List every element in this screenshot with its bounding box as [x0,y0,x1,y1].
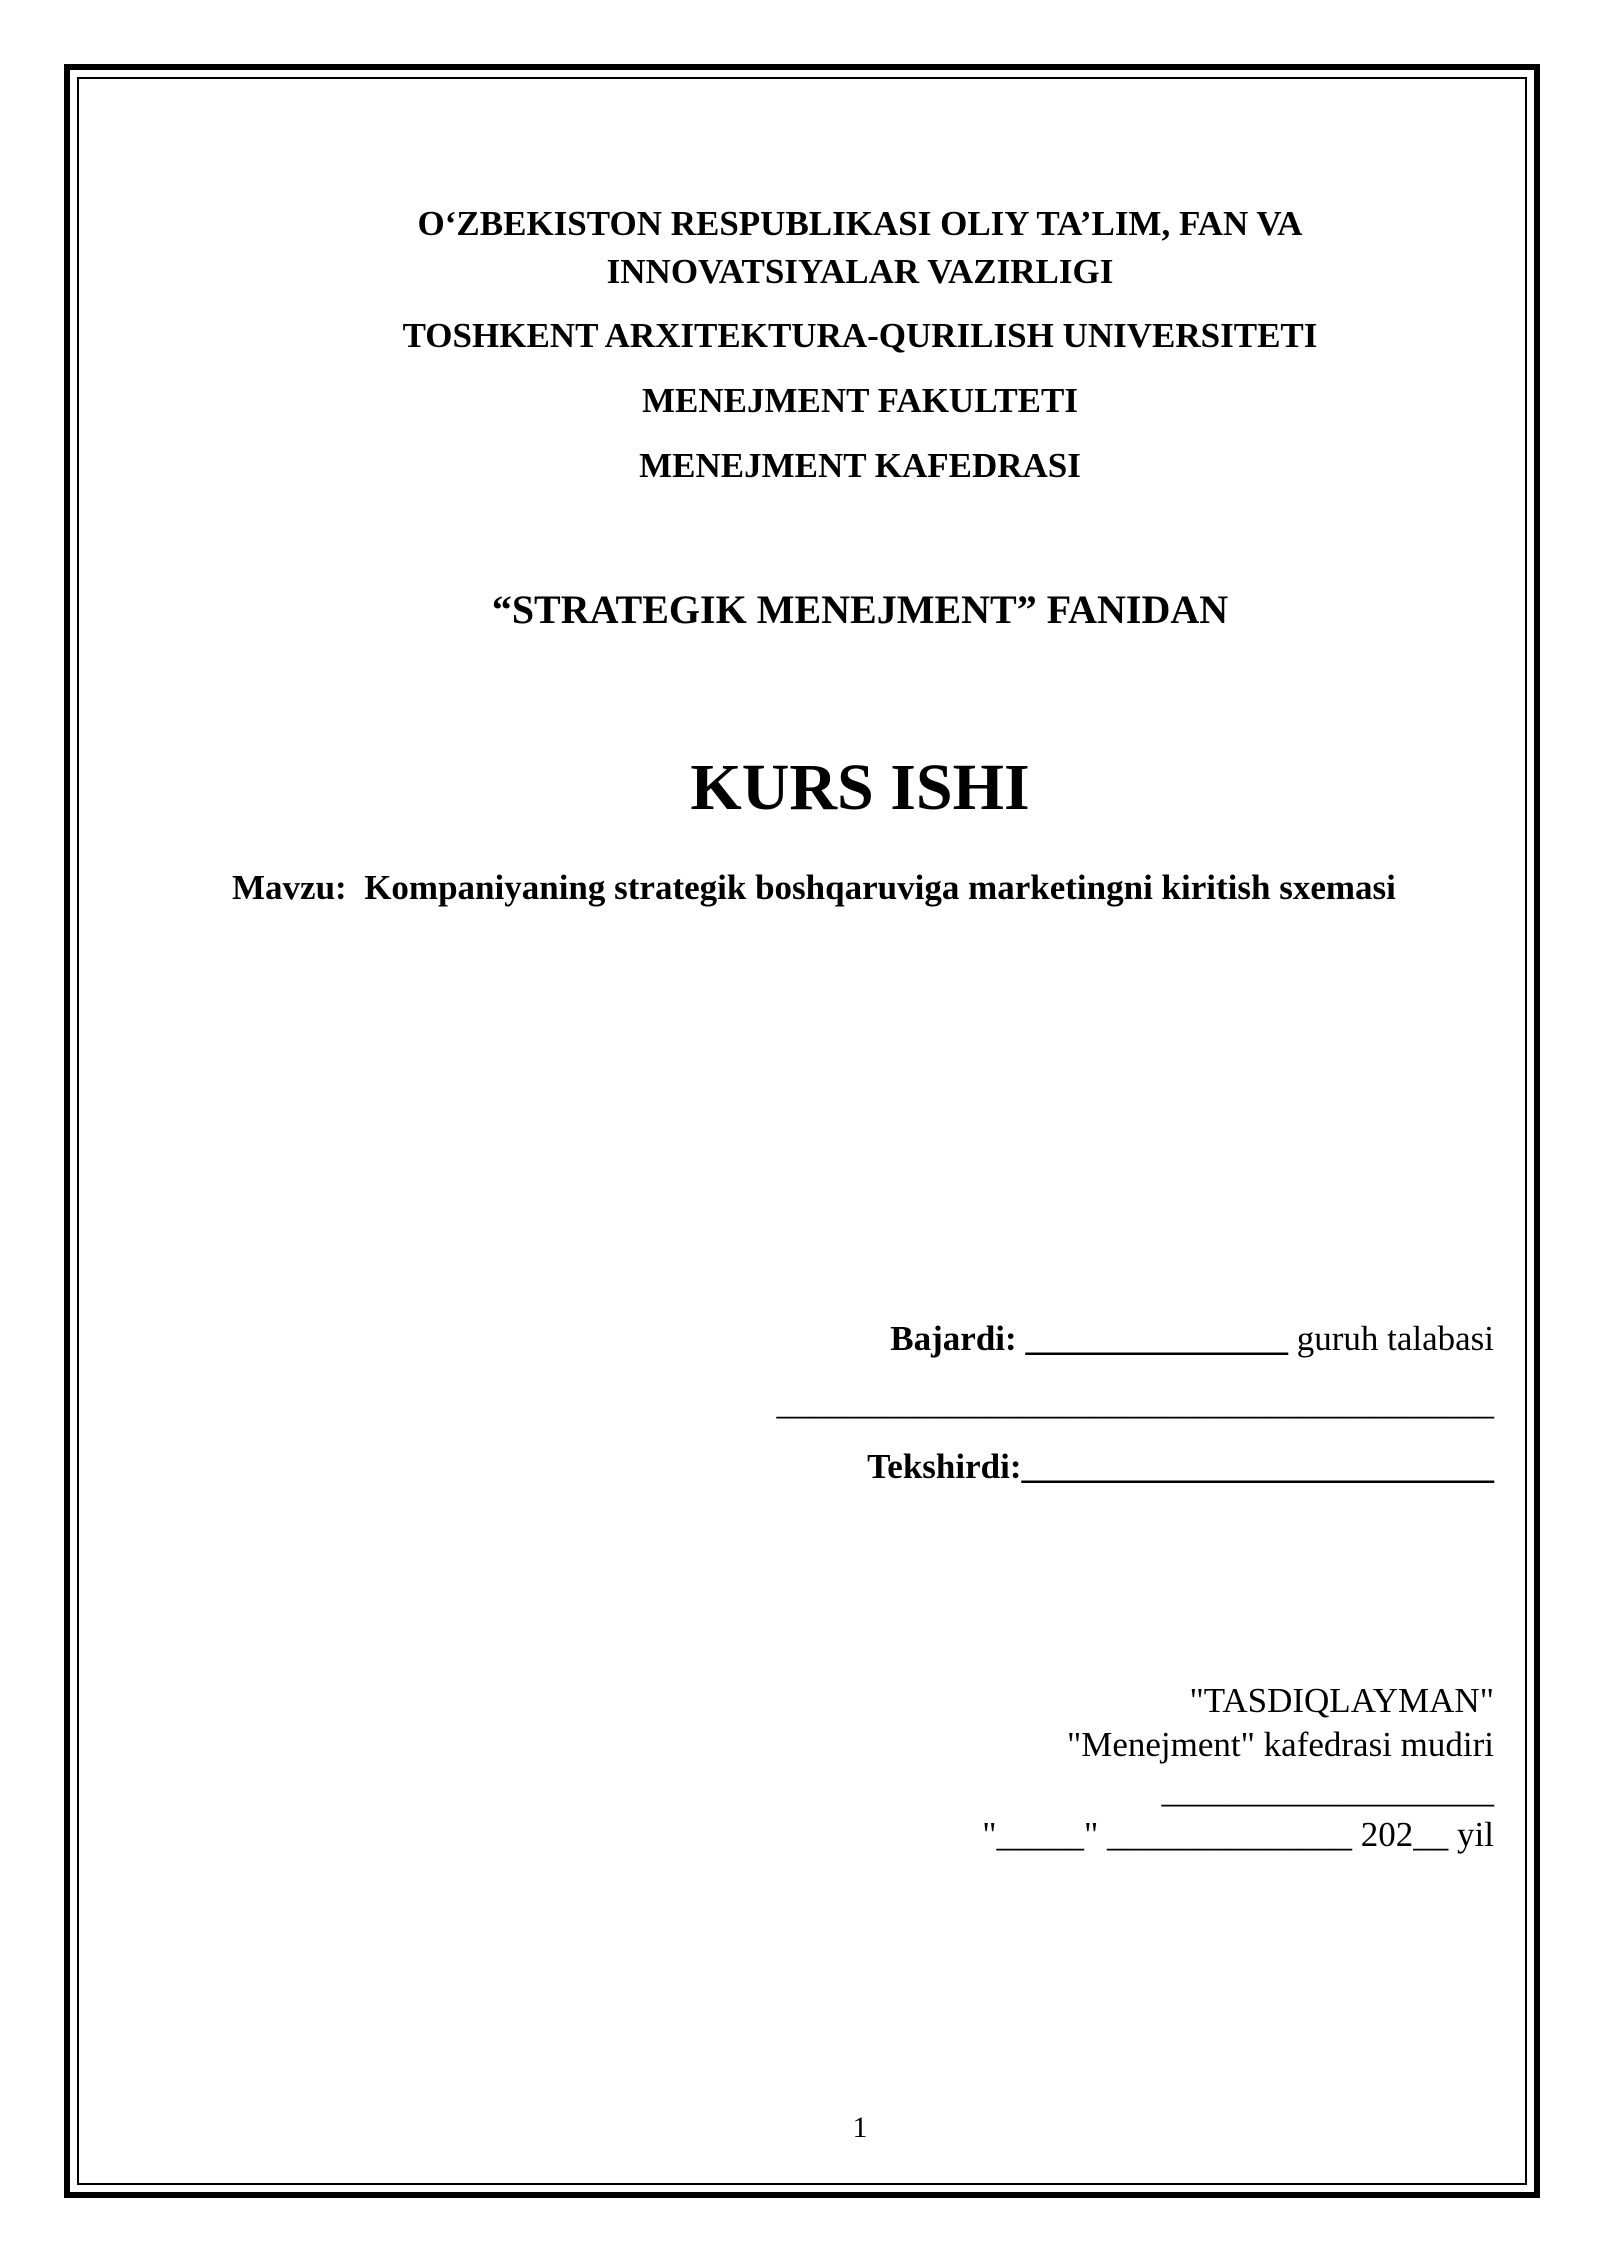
ministry-line-1: O‘ZBEKISTON RESPUBLIKASI OLIY TA’LIM, FAN VA [417,204,1303,243]
faculty-name: MENEJMENT FAKULTETI [642,381,1078,420]
page-number: 1 [852,2111,868,2144]
checked-label: Tekshirdi: [867,1447,1022,1486]
document-title: KURS ISHI [690,751,1030,824]
checked-blank: ___________________________ [1021,1447,1494,1486]
extra-signature-line: _________________________________________ [776,1383,1494,1422]
ministry-line-2: INNOVATSIYALAR VAZIRLIGI [606,252,1114,291]
approval-date-line: "_____" ______________ 202__ yil [982,1815,1494,1854]
subject-heading: “STRATEGIK MENEJMENT” FANIDAN [491,587,1229,632]
topic-label: Mavzu: [232,868,347,907]
department-name: MENEJMENT KAFEDRASI [639,446,1081,485]
topic-text: Kompaniyaning strategik boshqaruviga marketingni kiritish sxemasi [364,868,1396,907]
topic-line [232,864,1396,912]
performed-blank: _______________ [1025,1319,1288,1358]
approval-signature-line: ___________________ [1161,1771,1494,1810]
performed-suffix: guruh talabasi [1296,1319,1494,1358]
checked-by-line [867,1444,1494,1490]
university-name: TOSHKENT ARXITEKTURA-QURILISH UNIVERSITETI [402,316,1318,355]
approval-title: "TASDIQLAYMAN" [1189,1681,1494,1720]
performed-label: Bajardi: [890,1319,1017,1358]
performed-by-line [890,1316,1494,1362]
approval-role: "Menejment" kafedrasi mudiri [1066,1725,1494,1764]
